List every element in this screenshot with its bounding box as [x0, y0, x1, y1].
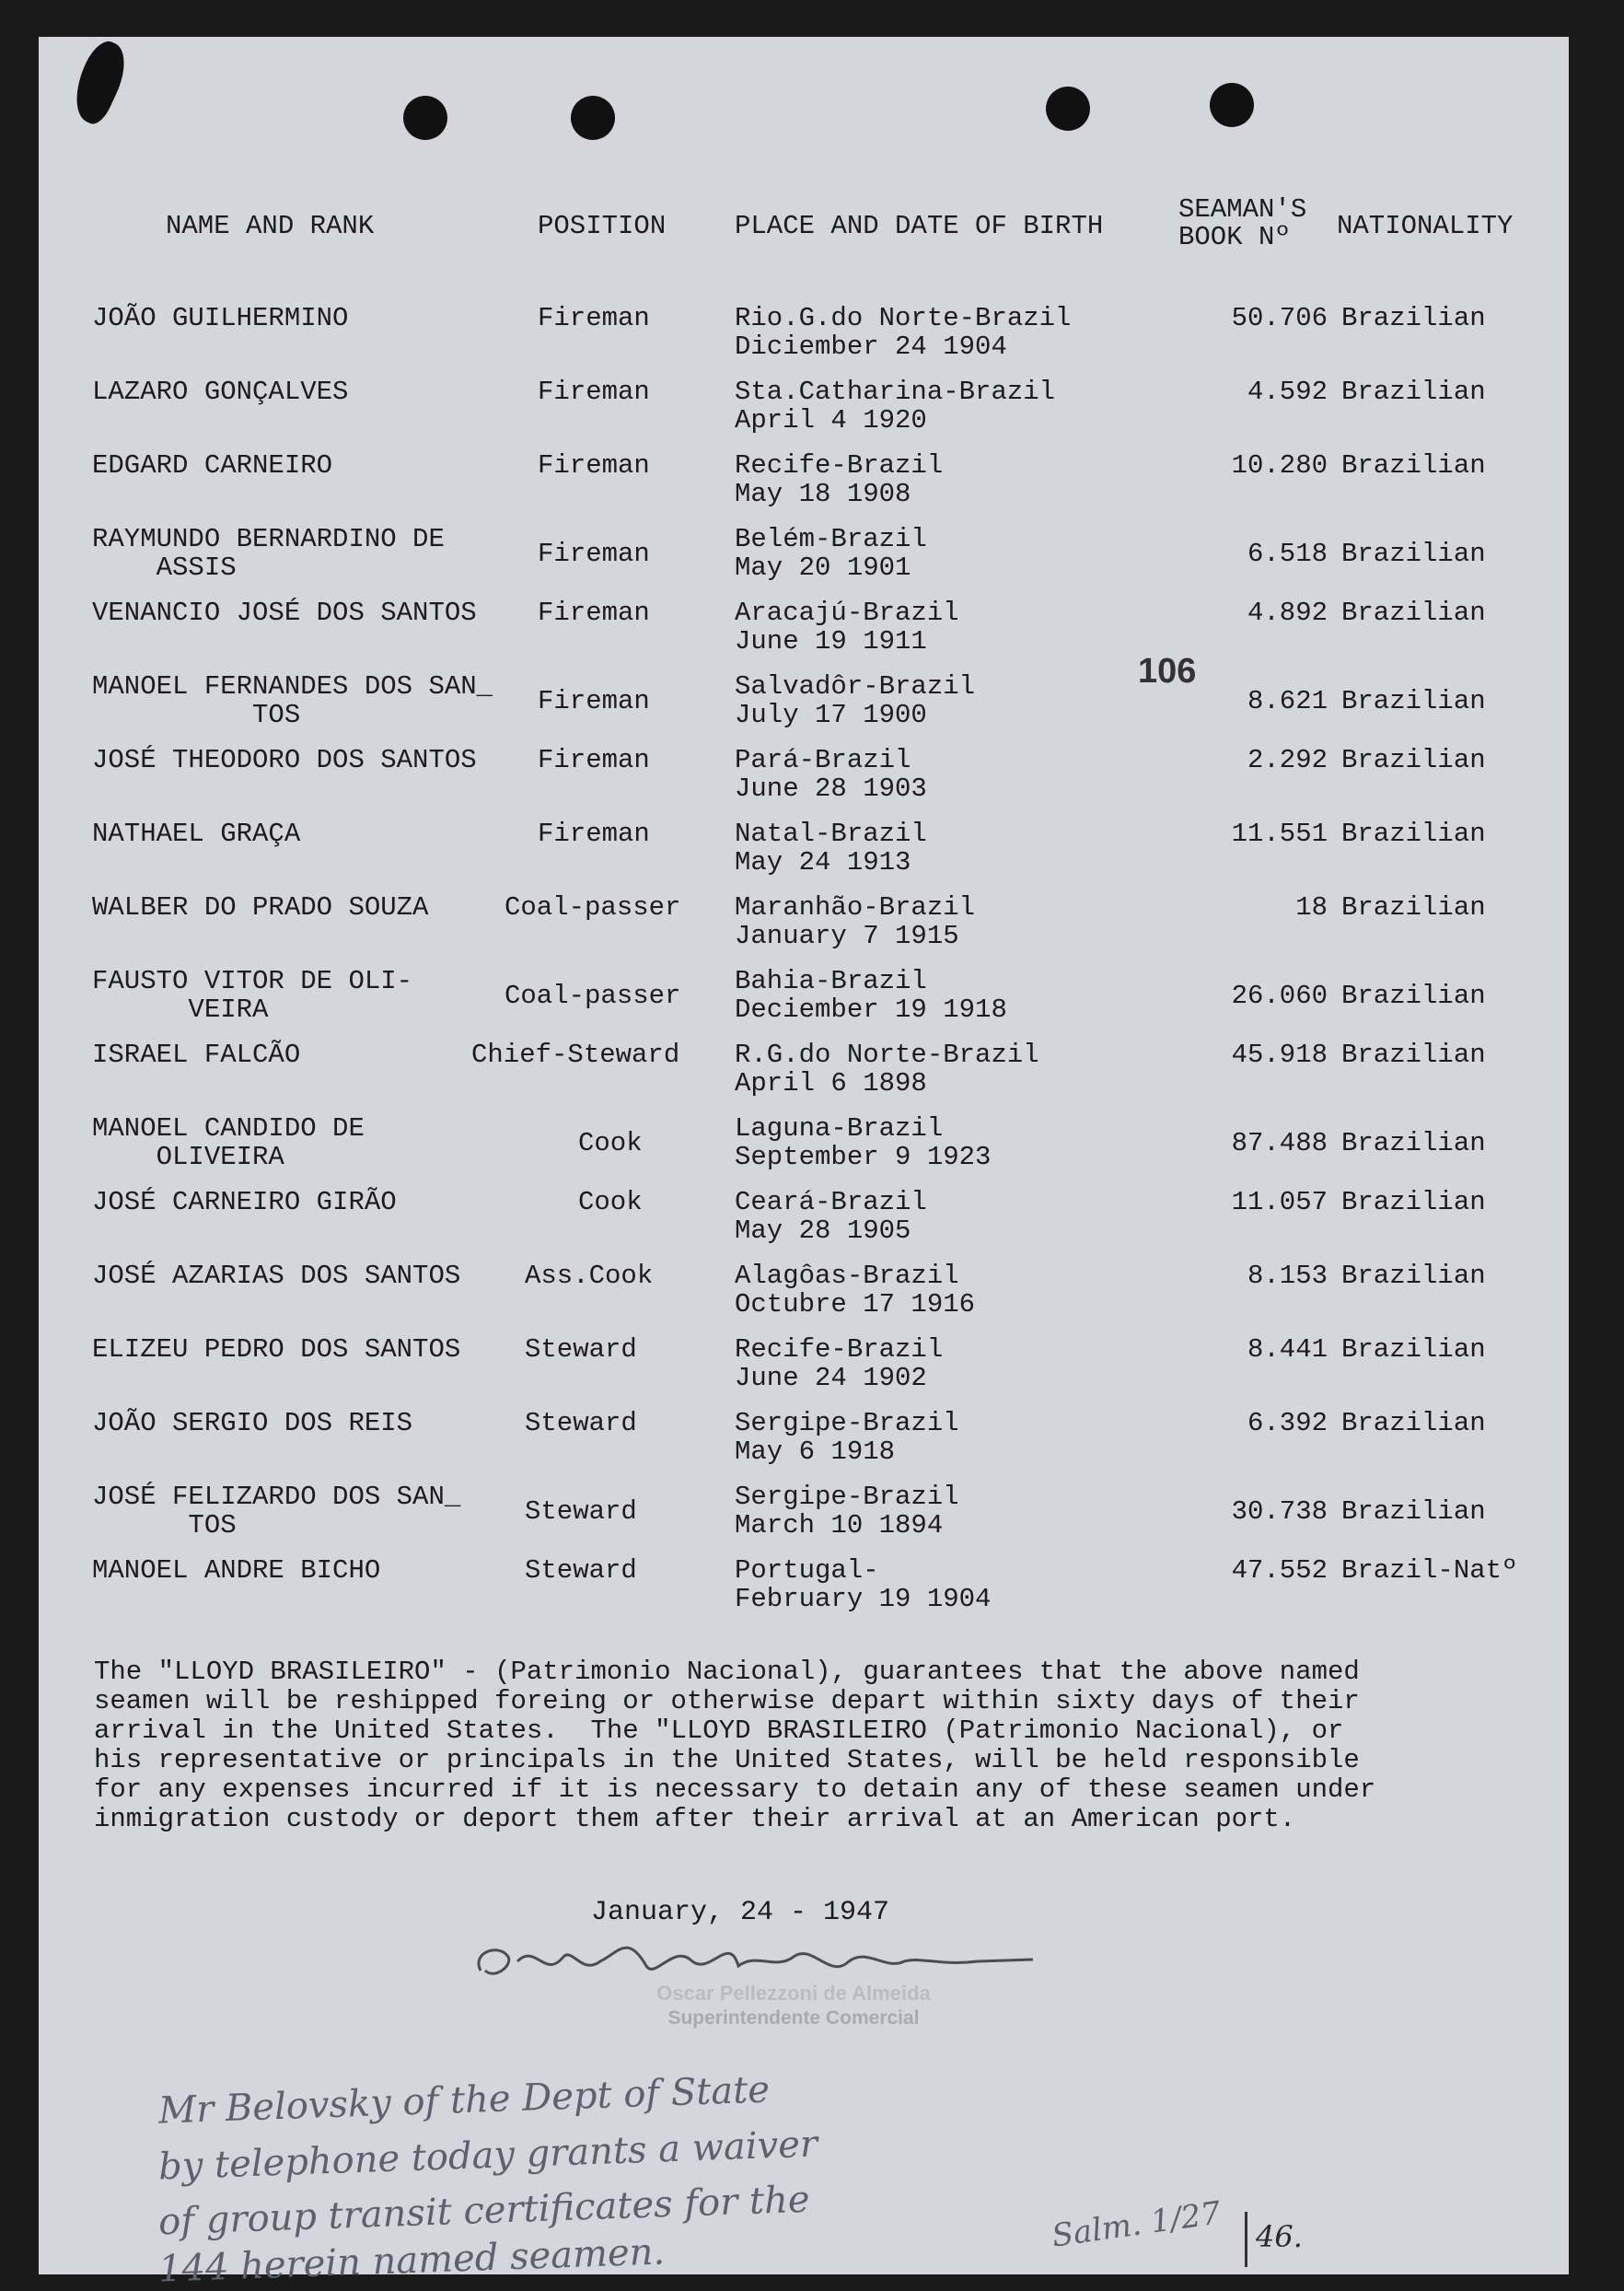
birth-place: Belém-Brazil	[735, 524, 927, 554]
birth-date: June 28 1903	[735, 773, 927, 804]
seaman-book-number: 6.518	[1247, 539, 1328, 569]
table-row	[39, 1556, 1569, 1615]
birth-place: Recife-Brazil	[735, 450, 944, 481]
nationality: Brazilian	[1341, 1496, 1486, 1527]
birth-place: Pará-Brazil	[735, 745, 911, 775]
table-row	[39, 1335, 1569, 1394]
nationality: Brazil-Natº	[1341, 1555, 1518, 1586]
page-number: 46.	[1256, 2219, 1303, 2254]
seaman-book-number: 18	[1295, 892, 1328, 923]
ink-blot	[64, 36, 135, 128]
birth-place: Sergipe-Brazil	[735, 1408, 959, 1438]
birth-date: January 7 1915	[735, 921, 959, 951]
crew-position: Fireman	[538, 450, 650, 481]
seaman-book-number: 87.488	[1231, 1128, 1328, 1158]
birth-date: May 18 1908	[735, 479, 911, 509]
birth-place: Natal-Brazil	[735, 819, 927, 849]
birth-date: May 6 1918	[735, 1436, 896, 1467]
table-row	[39, 672, 1569, 731]
table-row	[39, 1409, 1569, 1468]
birth-place: Portugal-	[735, 1555, 879, 1586]
seaman-book-number: 50.706	[1231, 303, 1328, 333]
nationality: Brazilian	[1341, 303, 1486, 333]
crew-name: LAZARO GONÇALVES	[92, 377, 349, 407]
crew-position: Cook	[578, 1128, 643, 1158]
birth-date: July 17 1900	[735, 700, 927, 730]
birth-place: Sergipe-Brazil	[735, 1482, 959, 1512]
birth-place: Recife-Brazil	[735, 1334, 944, 1365]
crew-name: ELIZEU PEDRO DOS SANTOS	[92, 1334, 461, 1365]
birth-place: Alagôas-Brazil	[735, 1261, 959, 1291]
birth-place: Rio.G.do Norte-Brazil	[735, 303, 1072, 333]
crew-name: WALBER DO PRADO SOUZA	[92, 892, 429, 923]
table-row	[39, 1114, 1569, 1173]
crew-name: MANOEL ANDRE BICHO	[92, 1555, 381, 1586]
birth-date: September 9 1923	[735, 1142, 992, 1172]
nationality: Brazilian	[1341, 819, 1486, 849]
table-row	[39, 1262, 1569, 1320]
seaman-book-number: 26.060	[1231, 981, 1328, 1011]
table-row	[39, 599, 1569, 657]
crew-name: ISRAEL FALCÃO	[92, 1040, 301, 1070]
crew-name: RAYMUNDO BERNARDINO DE ASSIS	[92, 524, 445, 583]
birth-date: April 6 1898	[735, 1068, 927, 1099]
crew-name: NATHAEL GRAÇA	[92, 819, 301, 849]
table-row	[39, 967, 1569, 1026]
crew-name: JOÃO GUILHERMINO	[92, 303, 349, 333]
punch-hole	[571, 96, 615, 140]
crew-position: Cook	[578, 1187, 643, 1217]
seaman-book-number: 11.057	[1231, 1187, 1328, 1217]
crew-name: JOÃO SERGIO DOS REIS	[92, 1408, 413, 1438]
table-row	[39, 1188, 1569, 1247]
birth-place: Maranhão-Brazil	[735, 892, 976, 923]
nationality: Brazilian	[1341, 1128, 1486, 1158]
seaman-book-number: 47.552	[1231, 1555, 1328, 1586]
nationality: Brazilian	[1341, 1408, 1486, 1438]
handwritten-note-line-4: 144 herein named seamen.	[157, 2230, 666, 2291]
seaman-book-number: 8.441	[1247, 1334, 1328, 1365]
birth-date: May 20 1901	[735, 552, 911, 583]
crew-position: Ass.Cook	[525, 1261, 654, 1291]
signature-stamp-name: Oscar Pellezzoni de Almeida	[656, 1982, 931, 2005]
table-row	[39, 378, 1569, 436]
birth-place: R.G.do Norte-Brazil	[735, 1040, 1039, 1070]
header-position: POSITION	[538, 211, 667, 241]
crew-position: Fireman	[538, 598, 650, 628]
crew-name: MANOEL CANDIDO DE OLIVEIRA	[92, 1113, 365, 1172]
nationality: Brazilian	[1341, 686, 1486, 716]
table-row	[39, 1041, 1569, 1099]
seaman-book-number: 45.918	[1231, 1040, 1328, 1070]
crew-position: Chief-Steward	[471, 1040, 680, 1070]
crew-position: Steward	[525, 1408, 637, 1438]
nationality: Brazilian	[1341, 1261, 1486, 1291]
seaman-book-number: 4.592	[1247, 377, 1328, 407]
crew-position: Steward	[525, 1555, 637, 1586]
birth-date: February 19 1904	[735, 1584, 992, 1614]
birth-date: March 10 1894	[735, 1510, 944, 1541]
crew-position: Steward	[525, 1496, 637, 1527]
birth-date: Deciember 19 1918	[735, 994, 1007, 1025]
handwritten-note-line-1: Mr Belovsky of the Dept of State	[157, 2068, 771, 2133]
nationality: Brazilian	[1341, 450, 1486, 481]
seaman-book-number: 11.551	[1231, 819, 1328, 849]
crew-name: MANOEL FERNANDES DOS SAN_ TOS	[92, 671, 493, 730]
header-book-line2: BOOK Nº	[1178, 222, 1291, 252]
header-nationality: NATIONALITY	[1337, 211, 1514, 241]
birth-place: Ceará-Brazil	[735, 1187, 927, 1217]
stamp-number: 106	[1138, 652, 1197, 691]
table-row	[39, 525, 1569, 584]
birth-date: June 19 1911	[735, 626, 927, 657]
birth-date: May 28 1905	[735, 1215, 911, 1246]
crew-position: Fireman	[538, 745, 650, 775]
header-name: NAME AND RANK	[166, 211, 375, 241]
nationality: Brazilian	[1341, 1040, 1486, 1070]
punch-hole	[1210, 83, 1254, 127]
nationality: Brazilian	[1341, 892, 1486, 923]
table-row	[39, 820, 1569, 878]
nationality: Brazilian	[1341, 1187, 1486, 1217]
birth-place: Laguna-Brazil	[735, 1113, 944, 1144]
document-date: January, 24 - 1947	[591, 1897, 890, 1928]
nationality: Brazilian	[1341, 981, 1486, 1011]
table-row	[39, 1483, 1569, 1541]
margin-rule	[1245, 2212, 1247, 2267]
crew-name: JOSÉ FELIZARDO DOS SAN_ TOS	[92, 1482, 461, 1541]
crew-position: Fireman	[538, 539, 650, 569]
birth-place: Bahia-Brazil	[735, 966, 927, 996]
birth-date: April 4 1920	[735, 405, 927, 436]
birth-date: Diciember 24 1904	[735, 331, 1007, 362]
crew-position: Fireman	[538, 819, 650, 849]
crew-name: JOSÉ AZARIAS DOS SANTOS	[92, 1261, 461, 1291]
nationality: Brazilian	[1341, 745, 1486, 775]
seaman-book-number: 2.292	[1247, 745, 1328, 775]
birth-place: Salvadôr-Brazil	[735, 671, 976, 702]
crew-name: VENANCIO JOSÉ DOS SANTOS	[92, 598, 477, 628]
header-book-line1: SEAMAN'S	[1178, 194, 1307, 225]
table-row	[39, 746, 1569, 805]
seaman-book-number: 6.392	[1247, 1408, 1328, 1438]
crew-name: JOSÉ CARNEIRO GIRÃO	[92, 1187, 397, 1217]
crew-position: Steward	[525, 1334, 637, 1365]
table-row	[39, 451, 1569, 510]
birth-date: Octubre 17 1916	[735, 1289, 976, 1320]
guarantee-paragraph: The "LLOYD BRASILEIRO" - (Patrimonio Nacional), guarantees that the above named seamen will be reshipped foreing or otherwise depart within sixty days of their arrival in the United States. The "LLOYD BRASILEIRO (Patrimonio Nacional), or his representative or principals in the United States, will be held responsible for any expenses incurred if it is necessary to detain any of these seamen under inmigration custody or deport them after their arrival at an American port.	[94, 1657, 1376, 1834]
birth-place: Aracajú-Brazil	[735, 598, 959, 628]
table-row	[39, 304, 1569, 363]
crew-position: Fireman	[538, 303, 650, 333]
crew-name: JOSÉ THEODORO DOS SANTOS	[92, 745, 477, 775]
seaman-book-number: 8.621	[1247, 686, 1328, 716]
signature-stamp-title: Superintendente Comercial	[667, 2007, 920, 2029]
crew-position: Coal-passer	[505, 892, 681, 923]
handwritten-note-line-3: of group transit certificates for the	[157, 2178, 811, 2244]
punch-hole	[403, 96, 447, 140]
nationality: Brazilian	[1341, 377, 1486, 407]
header-place: PLACE AND DATE OF BIRTH	[735, 211, 1104, 241]
punch-hole	[1046, 87, 1090, 131]
nationality: Brazilian	[1341, 539, 1486, 569]
seaman-book-number: 30.738	[1231, 1496, 1328, 1527]
seaman-book-number: 10.280	[1231, 450, 1328, 481]
crew-position: Fireman	[538, 686, 650, 716]
handwritten-note-line-2: by telephone today grants a waiver	[157, 2122, 818, 2189]
birth-date: June 24 1902	[735, 1363, 927, 1393]
crew-name: EDGARD CARNEIRO	[92, 450, 333, 481]
crew-position: Coal-passer	[505, 981, 681, 1011]
nationality: Brazilian	[1341, 1334, 1486, 1365]
document-page	[39, 37, 1569, 2291]
crew-position: Fireman	[538, 377, 650, 407]
birth-place: Sta.Catharina-Brazil	[735, 377, 1056, 407]
table-row	[39, 893, 1569, 952]
seaman-book-number: 4.892	[1247, 598, 1328, 628]
crew-name: FAUSTO VITOR DE OLI- VEIRA	[92, 966, 413, 1025]
handwritten-initials: Salm. 1/27	[1050, 2194, 1224, 2255]
seaman-book-number: 8.153	[1247, 1261, 1328, 1291]
birth-date: May 24 1913	[735, 847, 911, 878]
nationality: Brazilian	[1341, 598, 1486, 628]
